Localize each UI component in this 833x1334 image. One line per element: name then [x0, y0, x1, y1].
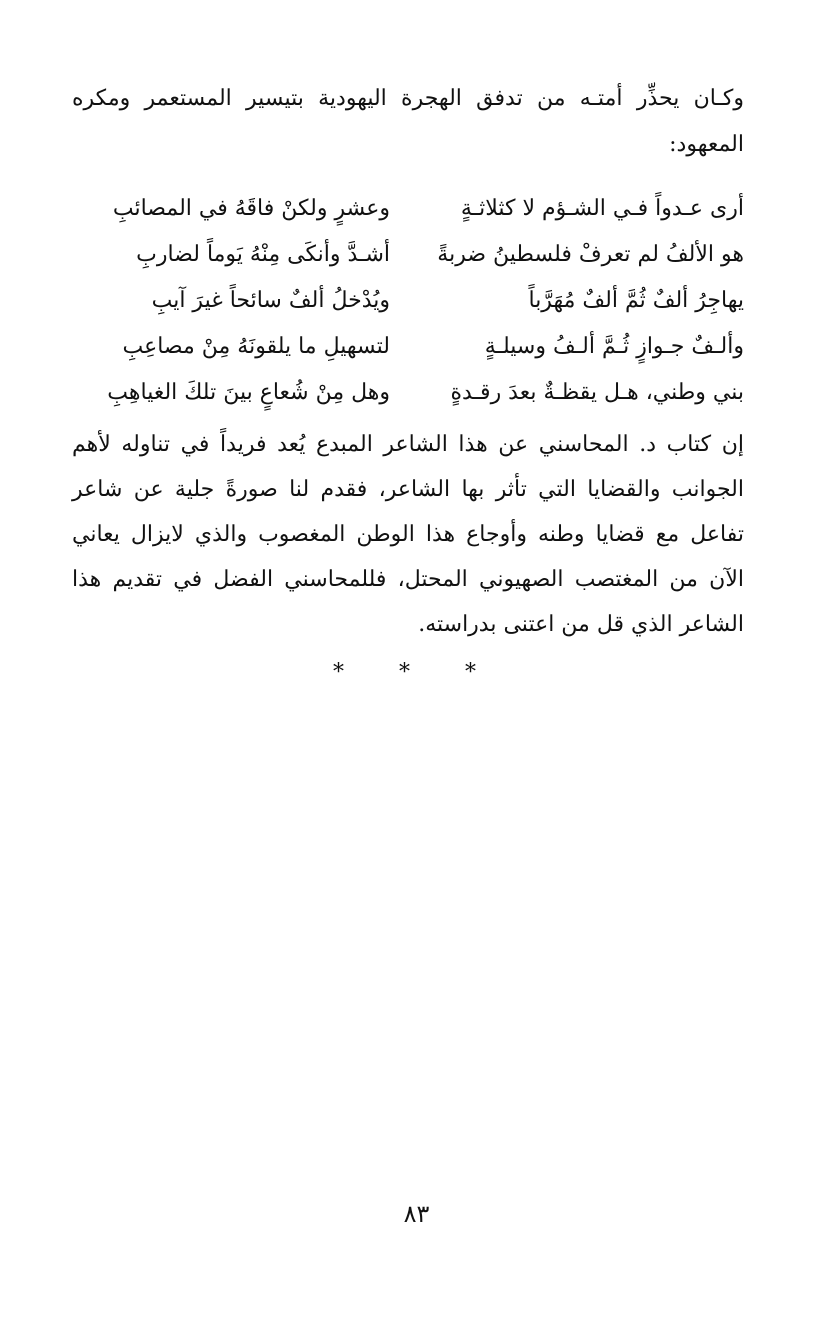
page-number: ٨٣: [403, 1200, 430, 1228]
intro-paragraph: وكـان يحذِّر أمتـه من تدفق الهجرة اليهودية بتيسير المستعمر ومكره المعهود:: [72, 86, 744, 157]
poem-verse: [72, 324, 744, 370]
poem-verse: [72, 370, 744, 416]
poem-first-hemistich: بني وطني، هـل يقظـةٌ بعدَ رقـدةٍ: [450, 380, 744, 405]
poem-second-hemistich: ويُدْخلُ ألفٌ سائحاً غيرَ آيبِ: [151, 288, 390, 313]
poem-first-hemistich: وألـفٌ جـوازٍ ثُـمَّ ألـفُ وسيلـةٍ: [484, 334, 744, 359]
poem-verse: [72, 186, 744, 232]
poem-second-hemistich: وهل مِنْ شُعاعٍ بينَ تلكَ الغياهِبِ: [107, 380, 390, 405]
poem-first-hemistich: هو الألفُ لم تعرفْ فلسطينُ ضربةً: [437, 242, 744, 267]
poem-second-hemistich: لتسهيلِ ما يلقونَهُ مِنْ مصاعِبِ: [122, 334, 390, 359]
poem-second-hemistich: وعشرٍ ولكنْ فاقَهُ في المصائبِ: [112, 196, 390, 221]
poem-verse: [72, 278, 744, 324]
poem-second-hemistich: أشـدَّ وأنكَى مِنْهُ يَوماً لضاربِ: [136, 242, 390, 267]
section-separator: * * *: [333, 660, 500, 685]
poem-first-hemistich: يهاجِرُ ألفٌ ثُمَّ ألفٌ مُهَرَّباً: [528, 288, 744, 313]
poem-first-hemistich: أرى عـدواً فـي الشـؤم لا كثلاثـةٍ: [460, 196, 744, 221]
body-paragraph: إن كتاب د. المحاسني عن هذا الشاعر المبدع يُعد فريداً في تناوله لأهم الجوانب والقضايا التي تأثر بها الشاعر، فقدم لنا صورةً جلية عن شاعر تفاعل مع قضايا وطنه وأوجاع هذا الوطن المغصوب والذي لايزال يعاني الآن من المغتصب الصهيوني المحتل، فللمحاسني الفضل في تقديم هذا الشاعر الذي قل من اعتنى بدراسته.: [72, 432, 744, 637]
poem: [72, 186, 744, 416]
poem-verse: [72, 232, 744, 278]
